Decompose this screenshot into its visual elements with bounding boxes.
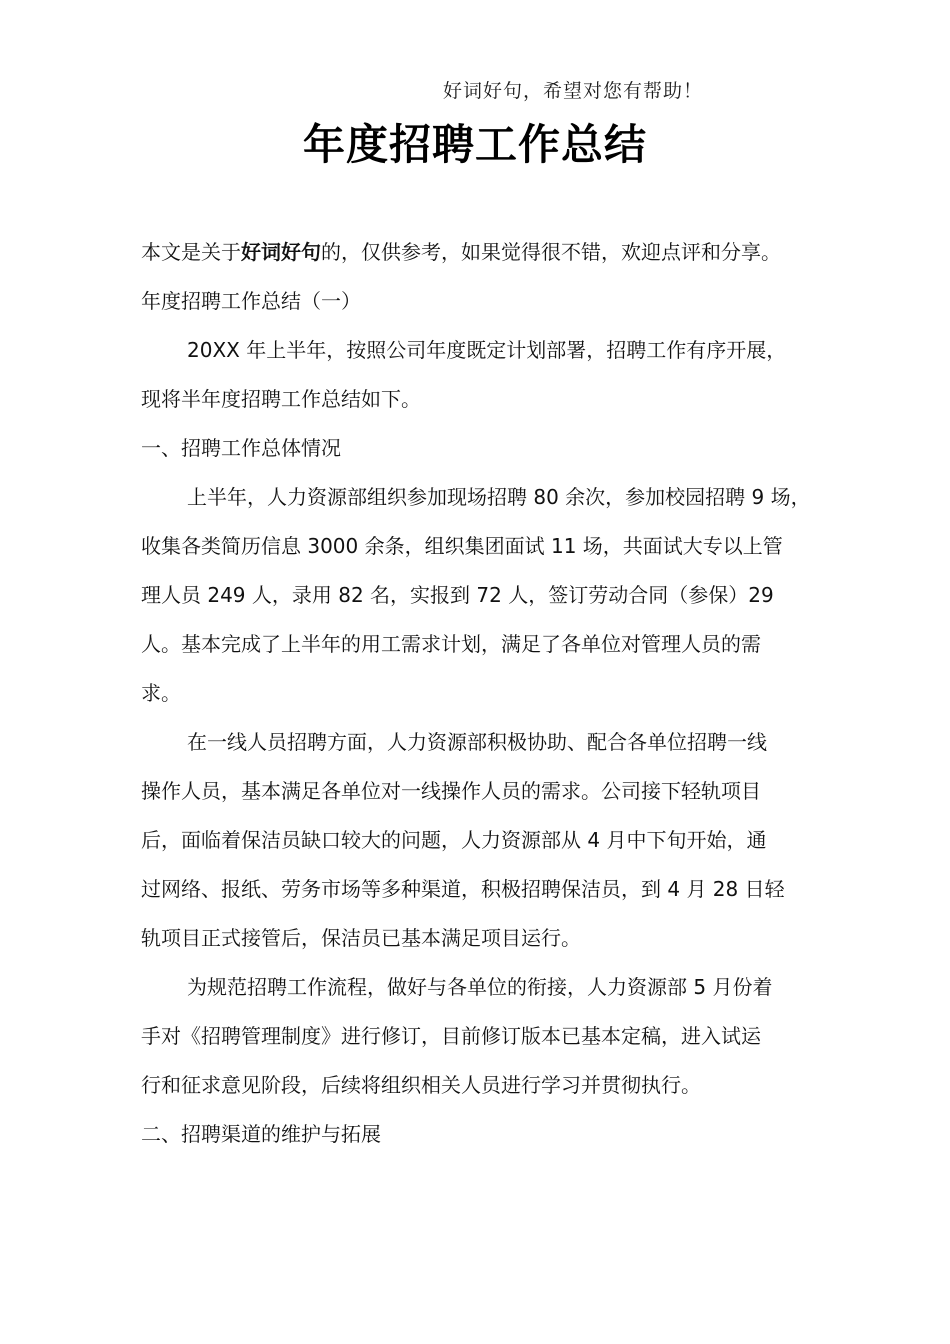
intro-bold: 好词好句 xyxy=(241,240,321,264)
document-title: 年度招聘工作总结 xyxy=(302,120,647,169)
paragraph-2 xyxy=(141,473,831,718)
paragraph-line: 现将半年度招聘工作总结如下。 xyxy=(141,387,421,411)
paragraph-line: 行和征求意见阶段，后续将组织相关人员进行学习并贯彻执行。 xyxy=(141,1073,701,1097)
paragraph-line: 求。 xyxy=(141,681,181,705)
paragraph-line: 上半年，人力资源部组织参加现场招聘 80 余次，参加校园招聘 9 场， xyxy=(187,485,811,509)
paragraph-3 xyxy=(141,718,831,963)
paragraph-line: 手对《招聘管理制度》进行修订，目前修订版本已基本定稿，进入试运 xyxy=(141,1024,761,1048)
intro-suffix: 的，仅供参考，如果觉得很不错，欢迎点评和分享。 xyxy=(321,240,781,264)
heading-1: 一、招聘工作总体情况 xyxy=(141,436,341,460)
paragraph-line: 过网络、报纸、劳务市场等多种渠道，积极招聘保洁员，到 4 月 28 日轻 xyxy=(141,877,785,901)
paragraph-line: 后，面临着保洁员缺口较大的问题，人力资源部从 4 月中下旬开始，通 xyxy=(141,828,767,852)
paragraph-line: 理人员 249 人，录用 82 名，实报到 72 人，签订劳动合同（参保）29 xyxy=(141,583,774,607)
intro-prefix: 本文是关于 xyxy=(141,240,241,264)
paragraph-line: 20XX 年上半年，按照公司年度既定计划部署，招聘工作有序开展， xyxy=(187,338,787,362)
paragraph-1 xyxy=(141,326,831,424)
header-note: 好词好句，希望对您有帮助！ xyxy=(443,80,704,102)
intro-paragraph xyxy=(141,228,831,277)
heading-2: 二、招聘渠道的维护与拓展 xyxy=(141,1122,381,1146)
paragraph-line: 为规范招聘工作流程，做好与各单位的衔接，人力资源部 5 月份着 xyxy=(187,975,773,999)
paragraph-line: 在一线人员招聘方面，人力资源部积极协助、配合各单位招聘一线 xyxy=(187,730,767,754)
paragraph-line: 人。基本完成了上半年的用工需求计划，满足了各单位对管理人员的需 xyxy=(141,632,761,656)
paragraph-4 xyxy=(141,963,831,1110)
paragraph-line: 收集各类简历信息 3000 余条，组织集团面试 11 场，共面试大专以上管 xyxy=(141,534,783,558)
document-body xyxy=(141,228,831,1159)
paragraph-line: 操作人员，基本满足各单位对一线操作人员的需求。公司接下轻轨项目 xyxy=(141,779,761,803)
paragraph-line: 轨项目正式接管后，保洁员已基本满足项目运行。 xyxy=(141,926,581,950)
section-title: 年度招聘工作总结（一） xyxy=(141,289,361,313)
